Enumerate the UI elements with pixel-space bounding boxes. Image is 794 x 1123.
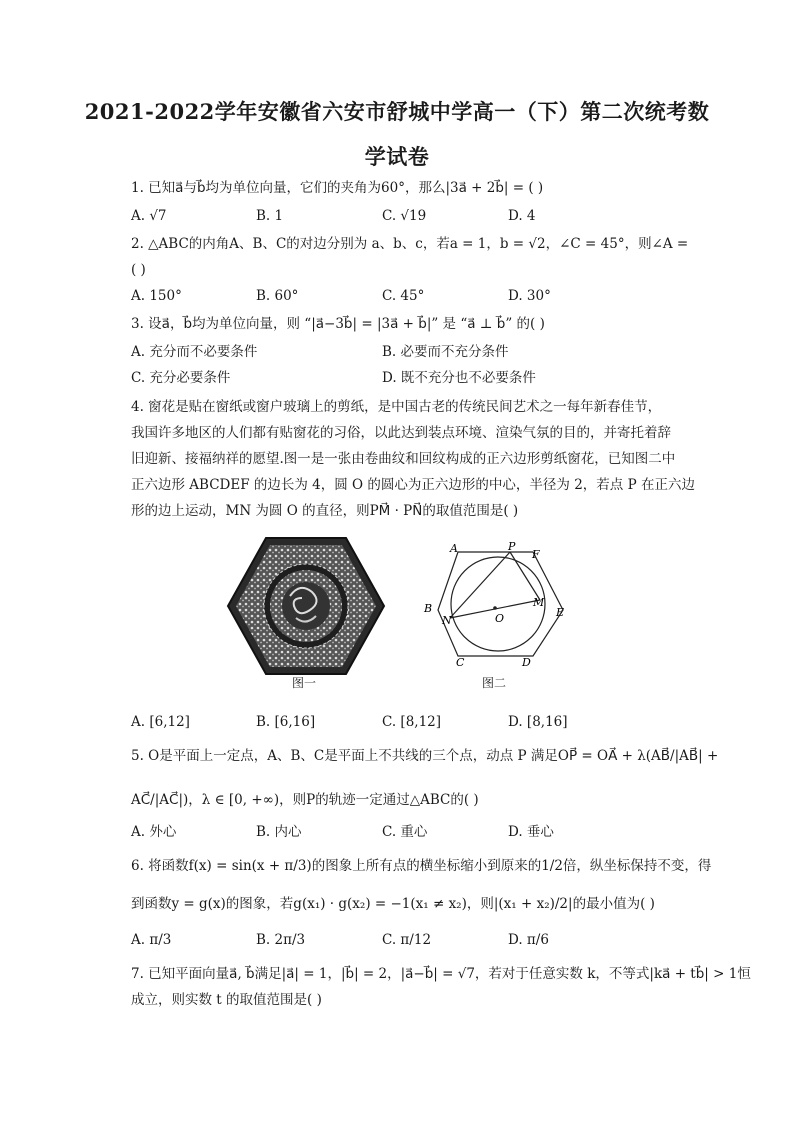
q6-option-d: D. π/6 bbox=[508, 932, 549, 948]
exam-title-line2: 学试卷 bbox=[364, 144, 430, 169]
q4-option-c: C. [8,12] bbox=[382, 714, 442, 730]
q1-option-d: D. 4 bbox=[508, 208, 536, 224]
label-o: O bbox=[495, 612, 505, 625]
q2-option-b: B. 60° bbox=[256, 288, 299, 304]
center-point-o bbox=[493, 606, 497, 610]
q3-option-b: B. 必要而不充分条件 bbox=[382, 344, 509, 360]
q5-option-c: C. 重心 bbox=[382, 824, 428, 840]
figure-1-caption: 图一 bbox=[292, 676, 317, 690]
label-p: P bbox=[508, 540, 516, 553]
question-4-text-3: 旧迎新、接福纳祥的愿望.图一是一张由卷曲纹和回纹构成的正六边形剪纸窗花，已知图二中 bbox=[131, 451, 676, 467]
question-4-text-2: 我国许多地区的人们都有贴窗花的习俗，以此达到装点环境、渲染气氛的目的，并寄托着辞 bbox=[131, 425, 671, 441]
question-7-text-2: 成立，则实数 t 的取值范围是( ) bbox=[131, 992, 322, 1008]
question-5-text-1: 5. O是平面上一定点，A、B、C是平面上不共线的三个点，动点 P 满足OP⃗ = OA⃗ + λ(AB⃗/|AB⃗| + bbox=[131, 748, 719, 764]
label-e: E bbox=[556, 606, 565, 619]
question-6-text-1: 6. 将函数f(x) = sin(x + π/3)的图象上所有点的横坐标缩小到原来的1/2倍，纵坐标保持不变，得 bbox=[131, 858, 712, 874]
q1-option-b: B. 1 bbox=[256, 208, 284, 224]
q5-option-a: A. 外心 bbox=[131, 824, 177, 840]
question-4-text-5: 形的边上运动，MN 为圆 O 的直径，则PM⃗ · PN⃗的取值范围是( ) bbox=[131, 503, 519, 519]
question-4-text-4: 正六边形 ABCDEF 的边长为 4，圆 O 的圆心为正六边形的中心，半径为 2，若点 P 在正六边 bbox=[131, 477, 695, 493]
question-6-text-2: 到函数y = g(x)的图象，若g(x₁) · g(x₂) = −1(x₁ ≠ x₂)，则|(x₁ + x₂)/2|的最小值为( ) bbox=[131, 896, 655, 912]
figure-2-hexagon-diagram bbox=[418, 538, 578, 668]
q3-option-d: D. 既不充分也不必要条件 bbox=[382, 370, 536, 386]
q5-option-b: B. 内心 bbox=[256, 824, 302, 840]
q1-option-a: A. √7 bbox=[131, 208, 167, 224]
q1-option-c: C. √19 bbox=[382, 208, 427, 224]
question-7-text-1: 7. 已知平面向量a⃗, b⃗满足|a⃗| = 1，|b⃗| = 2，|a⃗−b⃗| = √7，若对于任意实数 k，不等式|ka⃗ + tb⃗| > 1恒 bbox=[131, 966, 751, 982]
exam-title-line1: 2021-2022学年安徽省六安市舒城中学高一（下）第二次统考数 bbox=[84, 99, 710, 124]
q6-option-b: B. 2π/3 bbox=[256, 932, 306, 948]
q2-option-c: C. 45° bbox=[382, 288, 425, 304]
label-f: F bbox=[532, 548, 540, 561]
label-a: A bbox=[450, 542, 458, 555]
label-d: D bbox=[522, 656, 531, 668]
hexagon-geometry-svg bbox=[418, 538, 578, 668]
q6-option-c: C. π/12 bbox=[382, 932, 432, 948]
q3-option-a: A. 充分而不必要条件 bbox=[131, 344, 258, 360]
q2-option-d: D. 30° bbox=[508, 288, 551, 304]
q2-option-a: A. 150° bbox=[131, 288, 182, 304]
q4-option-a: A. [6,12] bbox=[131, 714, 190, 730]
q6-option-a: A. π/3 bbox=[131, 932, 172, 948]
label-c: C bbox=[456, 656, 465, 668]
question-2-text-cont: ( ) bbox=[131, 262, 146, 278]
question-2-text: 2. △ABC的内角A、B、C的对边分别为 a、b、c，若a = 1，b = √2，∠C = 45°，则∠A = bbox=[131, 236, 689, 252]
figure-2-caption: 图二 bbox=[482, 676, 507, 690]
question-1-text: 1. 已知a⃗与b⃗均为单位向量，它们的夹角为60°，那么|3a⃗ + 2b⃗| = ( ) bbox=[131, 180, 544, 196]
question-3-text: 3. 设a⃗，b⃗均为单位向量，则 “|a⃗−3b⃗| = |3a⃗ + b⃗|” 是 “a⃗ ⊥ b⃗” 的( ) bbox=[131, 316, 545, 332]
circle-o bbox=[451, 557, 545, 651]
question-4-text-1: 4. 窗花是贴在窗纸或窗户玻璃上的剪纸，是中国古老的传统民间艺术之一每年新春佳节， bbox=[131, 399, 662, 415]
paper-cut-image bbox=[226, 536, 386, 676]
figure-1-window-flower bbox=[226, 536, 386, 676]
q5-option-d: D. 垂心 bbox=[508, 824, 554, 840]
q3-option-c: C. 充分必要条件 bbox=[131, 370, 231, 386]
label-b: B bbox=[424, 602, 433, 615]
q4-option-b: B. [6,16] bbox=[256, 714, 316, 730]
question-5-text-2: AC⃗/|AC⃗|)，λ ∈ [0, +∞)，则P的轨迹一定通过△ABC的( ) bbox=[131, 792, 479, 808]
label-m: M bbox=[533, 596, 545, 609]
q4-option-d: D. [8,16] bbox=[508, 714, 568, 730]
label-n: N bbox=[442, 614, 452, 627]
